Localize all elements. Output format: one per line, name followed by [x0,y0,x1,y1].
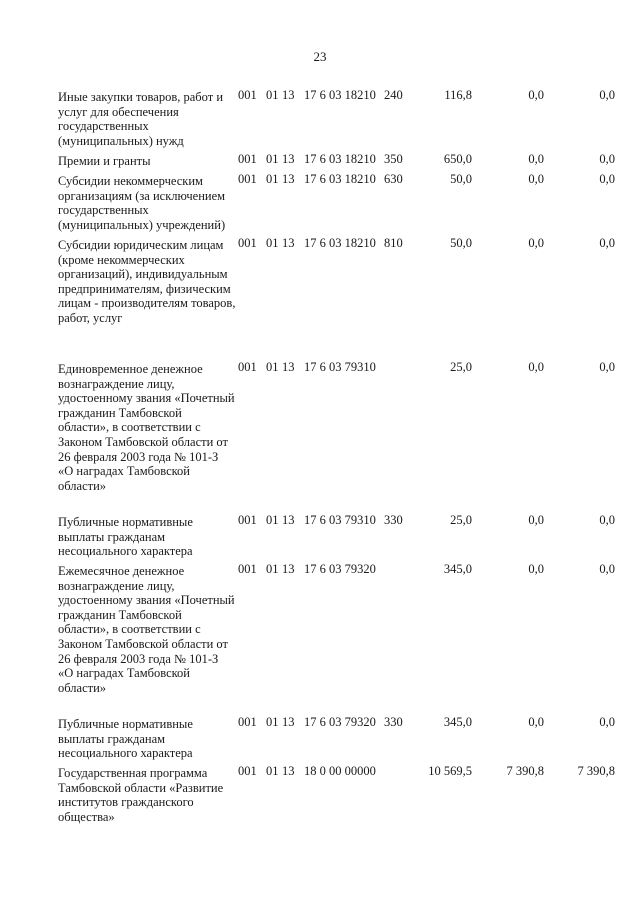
cell-value-3: 7 390,8 [577,764,615,778]
cell-code-1: 001 [238,88,257,102]
row-name: Субсидии юридическим лицам (кроме некоммерческих организаций), индивидуальным предпринимателям, физическим лицам - производителям товаров, работ, услуг [58,238,236,325]
cell-target-article: 17 6 03 79320 [304,715,376,729]
cell-value-3: 0,0 [599,562,615,576]
cell-code-2: 01 [266,513,279,527]
cell-code-3: 13 [282,88,295,102]
cell-code-2: 01 [266,764,279,778]
cell-value-2: 0,0 [528,152,544,166]
cell-code-2: 01 [266,715,279,729]
cell-code-3: 13 [282,715,295,729]
cell-value-3: 0,0 [599,236,615,250]
cell-target-article: 17 6 03 18210 [304,236,376,250]
cell-target-article: 17 6 03 18210 [304,152,376,166]
cell-expense-type: 240 [384,88,403,102]
cell-value-1: 25,0 [450,360,472,374]
cell-value-1: 116,8 [444,88,472,102]
cell-code-1: 001 [238,152,257,166]
cell-value-3: 0,0 [599,715,615,729]
cell-target-article: 18 0 00 00000 [304,764,376,778]
cell-code-1: 001 [238,562,257,576]
cell-code-1: 001 [238,236,257,250]
cell-value-2: 0,0 [528,513,544,527]
cell-value-2: 0,0 [528,562,544,576]
row-name: Субсидии некоммерческим организациям (за исключением государственных (муниципальных) учреждений) [58,174,226,232]
cell-value-3: 0,0 [599,152,615,166]
cell-code-1: 001 [238,764,257,778]
cell-code-3: 13 [282,360,295,374]
cell-expense-type: 810 [384,236,403,250]
cell-value-1: 50,0 [450,236,472,250]
row-name: Премии и гранты [58,154,151,168]
cell-value-1: 25,0 [450,513,472,527]
cell-value-1: 345,0 [443,715,472,729]
cell-value-2: 0,0 [528,88,544,102]
cell-value-3: 0,0 [599,513,615,527]
page-number: 23 [313,49,327,64]
cell-value-1: 345,0 [443,562,472,576]
cell-code-3: 13 [282,236,295,250]
cell-value-2: 0,0 [528,360,544,374]
cell-code-2: 01 [266,88,279,102]
cell-target-article: 17 6 03 79310 [304,360,376,374]
cell-code-2: 01 [266,172,279,186]
cell-value-2: 7 390,8 [506,764,544,778]
cell-value-2: 0,0 [528,172,544,186]
row-name: Государственная программа Тамбовской области «Развитие институтов гражданского общества» [58,766,224,824]
cell-code-1: 001 [238,360,257,374]
cell-value-1: 50,0 [450,172,472,186]
cell-code-1: 001 [238,172,257,186]
cell-code-1: 001 [238,715,257,729]
cell-value-2: 0,0 [528,715,544,729]
cell-target-article: 17 6 03 18210 [304,88,376,102]
cell-target-article: 17 6 03 79320 [304,562,376,576]
cell-target-article: 17 6 03 79310 [304,513,376,527]
cell-value-2: 0,0 [528,236,544,250]
row-name: Публичные нормативные выплаты гражданам несоциального характера [58,717,193,761]
row-name: Единовременное денежное вознаграждение лицу, удостоенному звания «Почетный гражданин Тамбовской области», в соответствии с Законом Тамбовской области от 26 февраля 2003 года № 101-З «О наградах Тамбовской области» [58,362,235,493]
cell-code-2: 01 [266,360,279,374]
cell-code-3: 13 [282,764,295,778]
cell-expense-type: 350 [384,152,403,166]
cell-code-3: 13 [282,152,295,166]
cell-code-1: 001 [238,513,257,527]
cell-code-2: 01 [266,562,279,576]
cell-code-2: 01 [266,152,279,166]
cell-value-3: 0,0 [599,172,615,186]
cell-code-3: 13 [282,172,295,186]
cell-target-article: 17 6 03 18210 [304,172,376,186]
cell-code-3: 13 [282,562,295,576]
cell-code-2: 01 [266,236,279,250]
cell-value-1: 10 569,5 [428,764,472,778]
cell-expense-type: 330 [384,513,403,527]
row-name: Ежемесячное денежное вознаграждение лицу, удостоенному звания «Почетный гражданин Тамбовской области», в соответствии с Законом Тамбовской области от 26 февраля 2003 года № 101-З «О наградах Тамбовской области» [58,564,235,695]
cell-expense-type: 630 [384,172,403,186]
row-name: Публичные нормативные выплаты гражданам несоциального характера [58,515,193,559]
cell-code-3: 13 [282,513,295,527]
cell-value-1: 650,0 [443,152,472,166]
row-name: Иные закупки товаров, работ и услуг для обеспечения государственных (муниципальных) нужд [58,90,224,148]
cell-value-3: 0,0 [599,88,615,102]
cell-expense-type: 330 [384,715,403,729]
cell-value-3: 0,0 [599,360,615,374]
